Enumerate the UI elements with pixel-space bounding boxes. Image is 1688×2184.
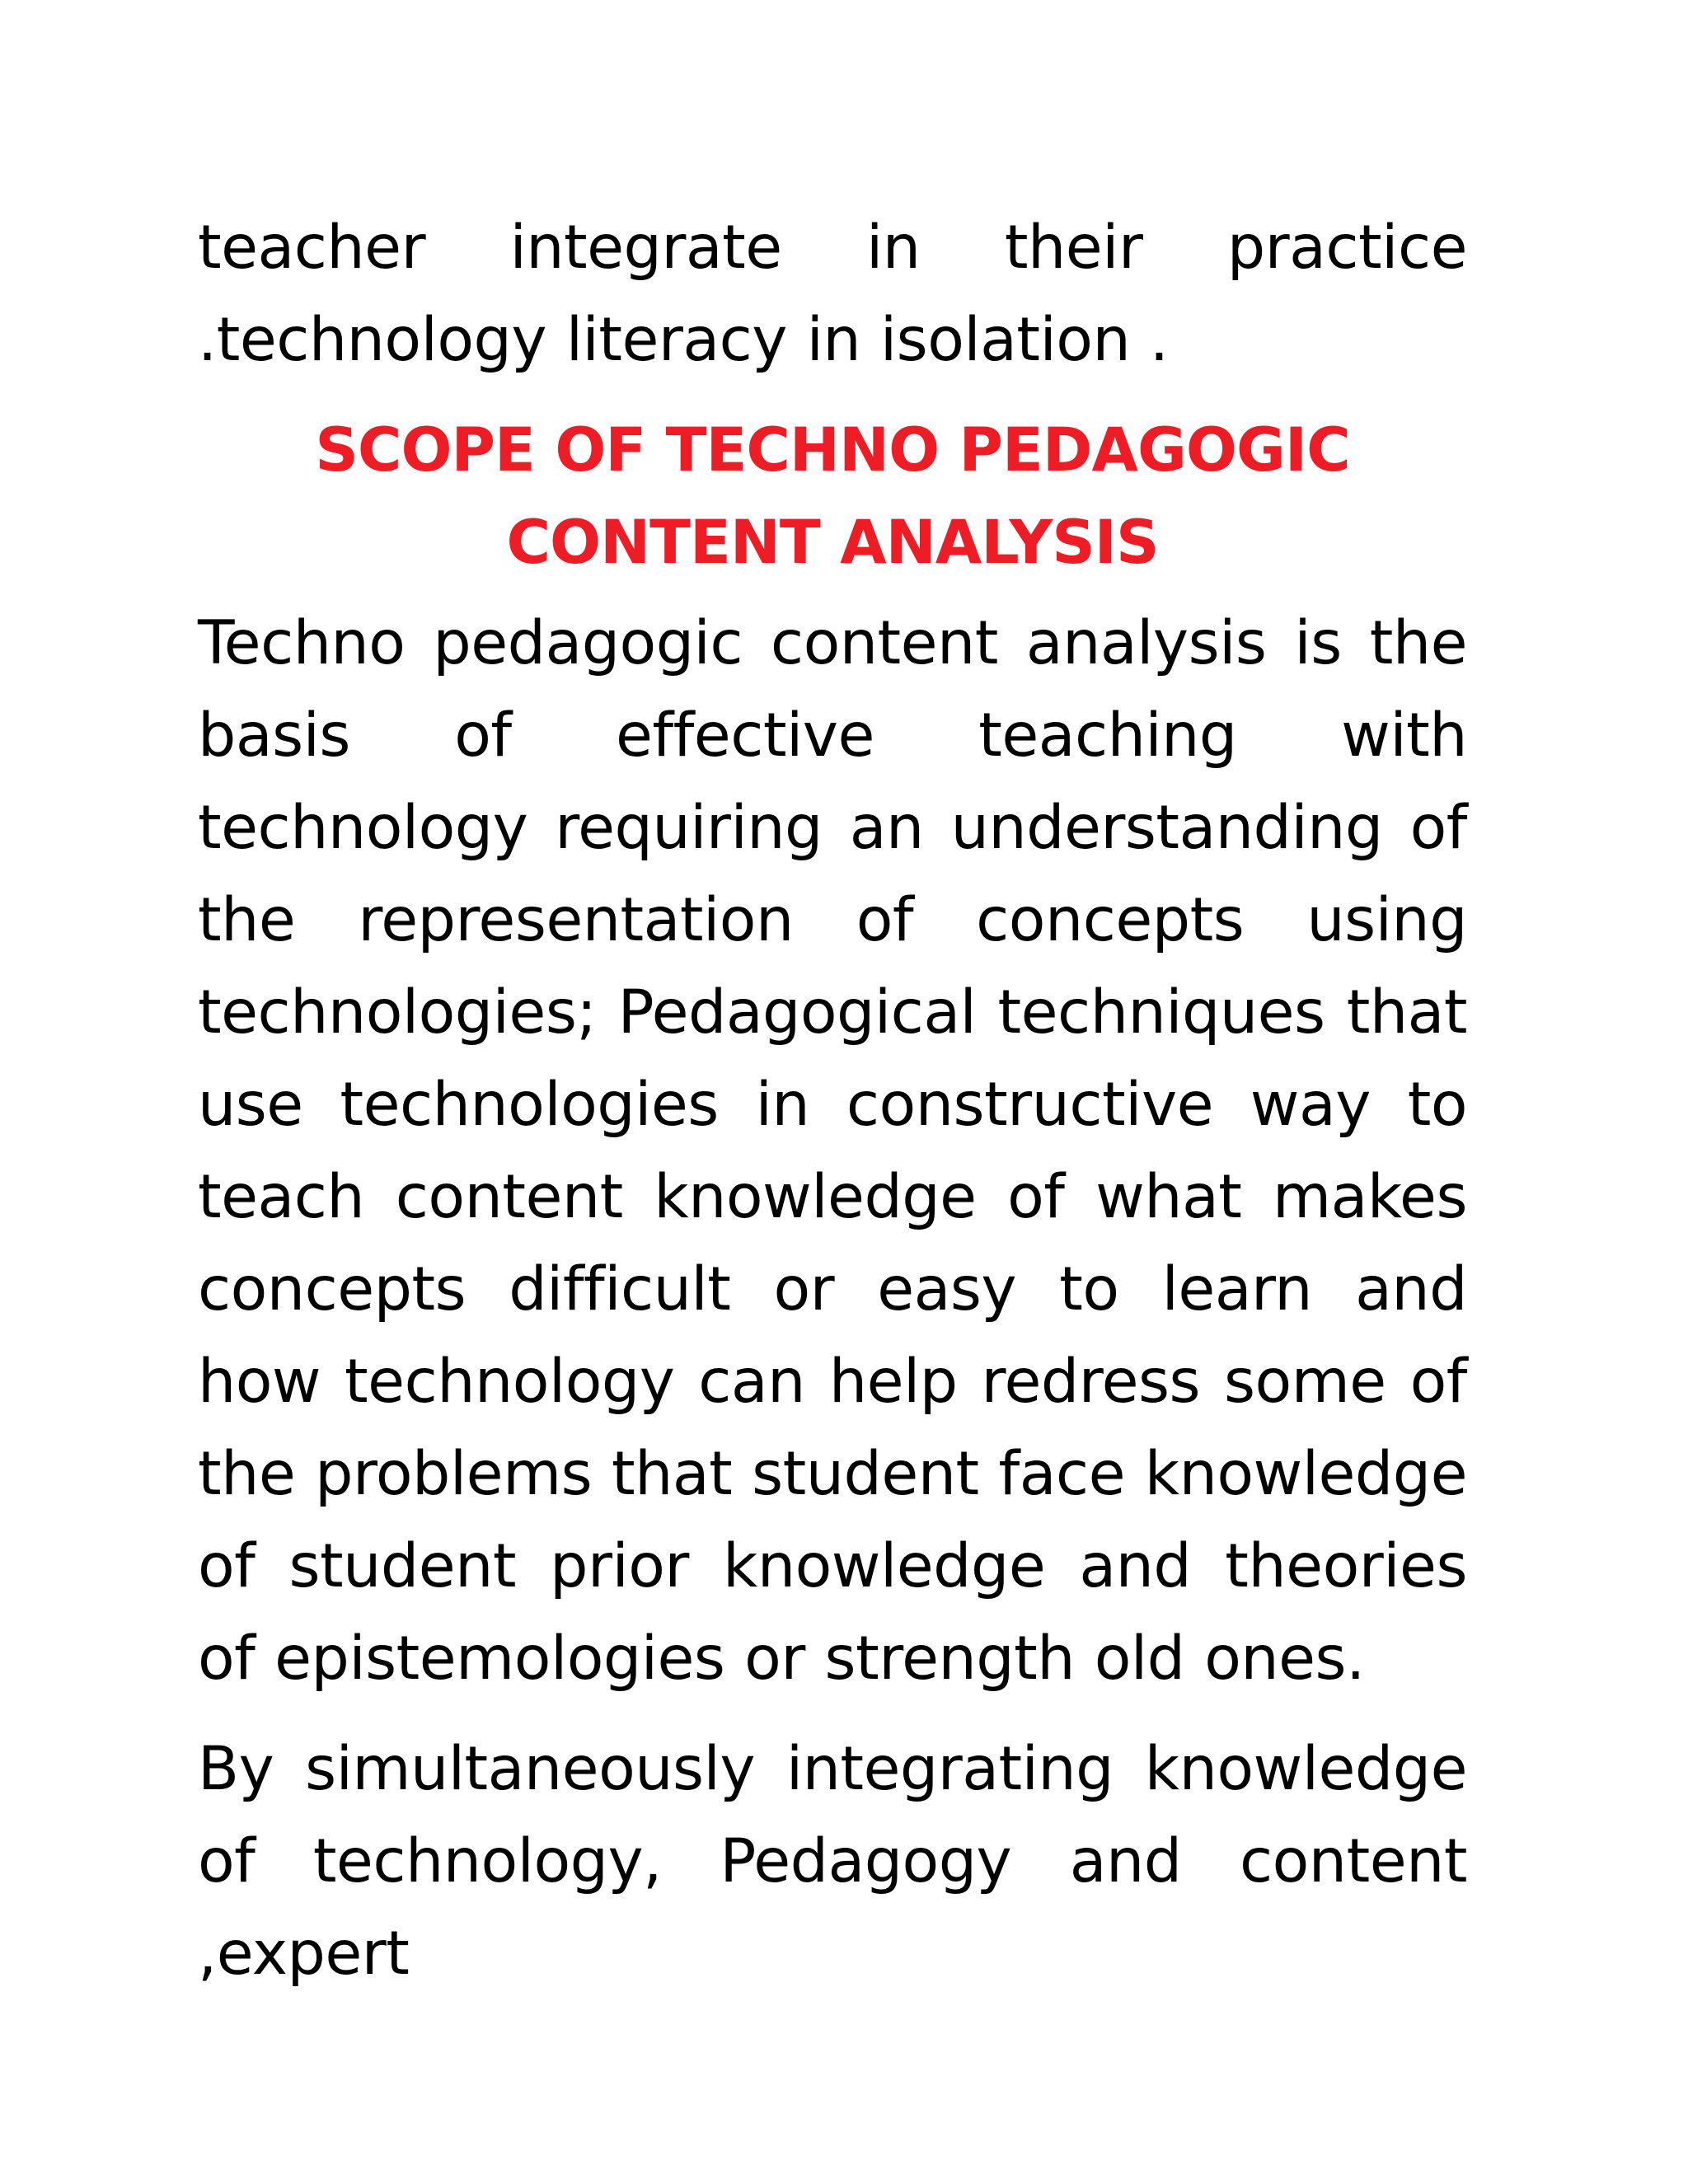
body-paragraph: Techno pedagogic content analysis is the basis of effective teaching with technology requiring an understanding of the representation of concepts using technologies; Pedagogical techniques that use technologies in constructive way to teach content knowledge of what makes concepts difficult or easy to learn and how technology can help redress some of the problems that student face knowledge of student prior knowledge and theories of epistemologies or strength old ones. (198, 608, 1467, 1694)
continuation-paragraph: By simultaneously integrating knowledge of technology, Pedagogy and content ,expert (198, 1734, 1467, 1989)
intro-paragraph: teacher integrate in their practice .technology literacy in isolation . (198, 213, 1467, 375)
page-content (198, 202, 1467, 2000)
section-heading: SCOPE OF TECHNO PEDAGOGIC CONTENT ANALYSIS (315, 415, 1350, 578)
